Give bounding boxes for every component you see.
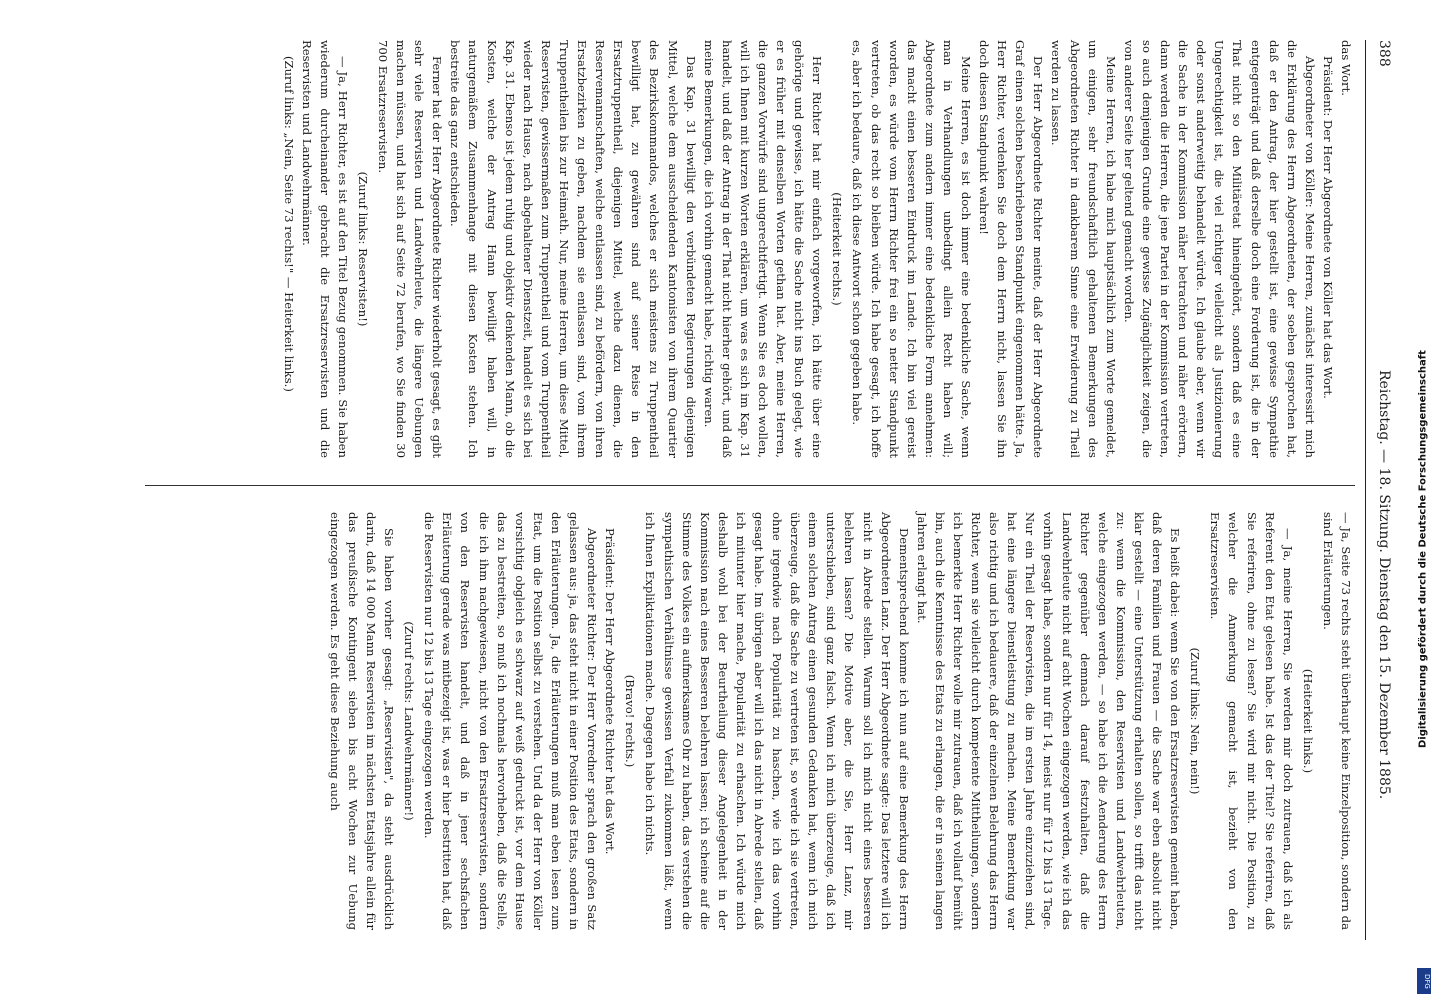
paragraph: (Zuruf links: „Nein, Seite 73 rechts!" — Heiterkeit links.) [281, 56, 296, 392]
interjection: (Bravo! rechts.) [623, 674, 638, 768]
paragraph: Ferner hat der Herr Abgeordnete Richter wiederholt gesagt, es gibt sehr viele Reservisten und Landwehrleute, die längere Uebungen machen müssen, und hat sich auf Seite 72 berufen, wo Sie finden 30 700 Ersatzreservisten. [376, 40, 445, 458]
left-column [279, 40, 1355, 458]
digitization-sidebar [1414, 0, 1432, 1000]
paragraph: Meine Herren, ich habe mich hauptsächlich zum Worte gemeldet, um einigen, sehr freundschaftlich gehaltenen Bemerkungen des Abgeordneten Richter in dankbarem Sinne eine Erwiderung zu Theil werden zu lassen. [1049, 40, 1118, 458]
paragraph: Präsident: Der Herr Abgeordnete von Köller hat das Wort. [1320, 56, 1335, 399]
interjection: (Zuruf rechts: Landwehrmänner!) [402, 621, 417, 821]
text-columns [125, 40, 1365, 940]
interjection: (Zuruf links: Nein, nein!) [1188, 647, 1203, 795]
paragraph: das Wort. [1339, 40, 1353, 96]
running-header [1365, 40, 1402, 940]
paragraph: Dementsprechend komme ich nun auf eine Bemerkung des Herrn Abgeordneten Lanz. Der Herr Abgeordnete sagte: Das letztere will ich nicht in Abrede stellen. Warum soll ich mich nicht eines besseren belehren lassen? Die Motive aber, die Sie, Herr Lanz, mir unterschieben, sind ganz falsch. Wenn ich mich überzeuge, daß ich einem solchen Antrag einen gesunden Gedanken hat, wenn ich mich überzeuge, daß die Sache zu vertreten ist, so werde ich sie vertreten, ohne irgendwie nach Popularität zu haschen, wie ich das vorhin gesagt habe. Im übrigen aber will ich das nicht in Abrede stellen, daß ich mitunter hier mache, Popularität zu erhaschen. Ich würde mich deshalb wohl bei der Beurtheilung dieser Angelegenheit in der Kommission nach eines Besseren belehren lassen; ich scheine auf die Stimme des Volkes ein aufmerksames Ohr zu haben, das verstehen die sympathischen Verhältnisse gewissen Verfall zukommen läßt, wenn ich Ihnen Expliktationen mache. Dagegen habe ich nichts. [643, 512, 911, 930]
paragraph: Das Kap. 31 bewilligt den verbündeten Regierungen diejenigen Mittel, welche dem ausscheidenden Kantonisten von ihrem Quartier des Bezirkskommandos, welches er sich meistens zu Truppentheil bewilligt hat, zu gewähren sind auf seiner Reise in den Ersatztruppentheil, diejenigen Mittel, welche dazu dienen, die Reservemannschaften, welche entlassen sind, zu befördern, von ihren Ersatzbezirken zu geben, nachdem sie entlassen sind, vom ihrem Truppentheilen bis zur Heimath. Nur, meine Herren, um diese Mittel, Reservisten, gewissermaßen zum Truppentheil und vom Truppentheil wieder nach Hause, nach abgehaltener Dienstzeit, handelt es sich bei Kap. 31. Ebenso ist jedem ruhig und objektiv denkenden Mann, ob die Kosten, welche der Antrag Hann bewilligt haben will, in naturgemäßem Zusammenhange mit diesen Kosten stehen. Ich bestreite das ganz entschieden. [448, 40, 698, 458]
paragraph: Abgeordneter Richter: Der Herr Vorredner sprach den großen Satz gelassen aus: ja, das steht nicht in einer Position des Etats, sondern in den Erläuterungen. Ja, die Erläuterungen muß man eben lesen zum Etat, um die Position selbst zu verstehen. Und da der Herr von Köller vorsichtig obgleich es schwarz auf weiß gedruckt ist, vor dem Hause das zu bestreiten, so muß ich nochmals hervorheben, daß die Stelle, die ich ihm nachgewiesen, nicht von den Ersatzreservisten, sondern von den Reservisten handelt, und daß in jener sechsfachen Erläuterung gerade was mitbezeigt ist, was er hier bestritten hat, daß die Reservisten nur 12 bis 13 Tage eingezogen werden. [422, 512, 600, 930]
paragraph: Der Herr Abgeordnete Richter meinte, daß der Herr Abgeordnete Graf einen solchen beschriebenen Standpunkt eingenommen hätte. Ja, Herr Richter, verdenken Sie doch dem Herrn nicht, lassen Sie ihn doch diesen Standpunkt wahren! [977, 40, 1046, 458]
paragraph: Es heißt dabei: wenn Sie von den Ersatzreservisten gemeint haben, daß deren Familien und Frauen — die Sache war eben absolut nicht klar gestellt — eine Unterstützung erhalten sollen, so trifft das nicht zu: wenn die Kommission, den Reservisten und Landwehrleuten, welche eingezogen werden, — so habe ich die Aenderung des Herrn Richter gegenüber demnach darauf festzuhalten, daß die Landwehrleute nicht auf acht Wochen eingezogen werden, wie ich das vorhin gesagt habe, sondern nur für 14, meist nur für 12 bis 13 Tage. Nur ein Theil der Reservisten, die im ersten Jahre einzuziehen sind, hat eine längere Dienstleistung zu machen. Meine Bemerkung war also richtig und ich bedauere, daß der einzelnen Belehrung das Herrn Richter, wenn sie vielleicht durch kompetente Mittheilungen, sondern ich bemerkte Herr Richter wolle mir zutrauen, daß ich vollauf bemüht bin, auch die Kenntnisse des Etats zu erlangen, die er in seinen langen Jahren erlangt hat. [914, 512, 1183, 930]
running-title: Reichstag. — 18. Sitzung. Dienstag den 15. Dezember 1885. [1376, 370, 1392, 800]
document-page [112, 40, 1402, 940]
paragraph: Abgeordneter von Köller: Meine Herren, zunächst interessirt mich die Erklärung des Herrn Abgeordneten, der soeben gesprochen hat, daß er den Antrag, der hier gestellt ist, eine gewisse Sympathie entgegenträgt und daß derselbe doch eine Forderung ist, die in der That nicht so den Militäretat hineingehört, sondern daß es eine Ungerechtigkeit ist, die viel richtiger vielleicht als Justizionierung oder sonst anderweitig behandelt würde. Ich glaube aber, wenn wir die Sache in der Kommission näher betrachten und näher erörtern, dann werden die Herren, die jene Partei in der Kommission vertreten, so auch demjenigen Grunde eine gewisse Zugänglichkeit zeigen, die von anderer Seite her geltend gemacht worden. [1121, 40, 1317, 458]
paragraph: Herr Richter hat mir einfach vorgeworfen, ich hätte über eine gehörige und gewisse, ich hätte die Sache nicht ins Buch gelegt, wie er es früher mit denselben Worten gethan hat. Aber, meine Herren, die ganzen Vorwürfe sind ungerechtfertigt. Wenn Sie es doch wollen, will ich Ihnen mit kurzen Worten erklären, um was es sich im Kap. 31 handelt, und daß der Antrag in der That nicht hierher gehört, und daß meine Bemerkungen, die ich vorhin gemacht habe, richtig waren. [701, 40, 825, 458]
paragraph: — Ja, Seite 73 rechts steht überhaupt keine Einzelposition, sondern da sind Erläuterungen. [1320, 512, 1353, 930]
paragraph: Meine Herren, es ist doch immer eine bedenkliche Sache, wenn man in Verhandlungen unbedingt allein Recht haben will; Abgeordnete zum andern immer eine bedenkliche Form annehmen: das macht einen besseren Eindruck im Lande. Ich bin viel gereist worden, es würde vom Herrn Richter frei ein so netter Standpunkt vertreten, ob das recht so bleiben würde. Ich habe gesagt, ich hoffe es, aber ich bedaure, daß ich diese Antwort schon gegeben habe. [850, 40, 974, 458]
dfg-logo: DFG [1417, 968, 1431, 994]
paragraph: — Ja, Herr Richter, es ist auf den Titel Bezug genommen. Sie haben wiederum durcheinander gebracht die Ersatzreservisten und die Reservisten und Landwehrmänner. [299, 40, 350, 458]
paragraph: Präsident: Der Herr Abgeordnete Richter hat das Wort. [603, 528, 618, 855]
paragraph: — Ja, meine Herren, Sie werden mir doch zutrauen, daß ich als Referent den Etat gelesen habe. Ist das der Titel? Sie referiren, daß Sie referiren, ohne zu lesen? Sie wird mir nicht. Die Position, zu welcher die Anmerkung gemacht ist, bezieht von den Ersatzreservisten. [1208, 512, 1295, 930]
right-column [326, 512, 1355, 930]
interjection: (Heiterkeit links.) [1300, 668, 1315, 774]
paragraph: Sie haben vorher gesagt: „Reservisten", da steht ausdrücklich darin, daß 14 000 Mann Reservisten im nächsten Etatsjahre allein für das preußische Kontingent sieben bis acht Wochen zur Uebung eingezogen werden. Es geht diese Beziehung auch [327, 512, 397, 930]
digitization-credit [1417, 350, 1429, 748]
interjection: (Heiterkeit rechts.) [830, 192, 845, 306]
credit-text: Digitalisierung gefördert durch die Deutsche Forschungsgemeinschaft [1417, 350, 1429, 748]
column-divider [145, 485, 1355, 486]
interjection: (Zuruf links: Reservisten!) [355, 171, 370, 327]
page-number: 388 [1376, 40, 1392, 67]
